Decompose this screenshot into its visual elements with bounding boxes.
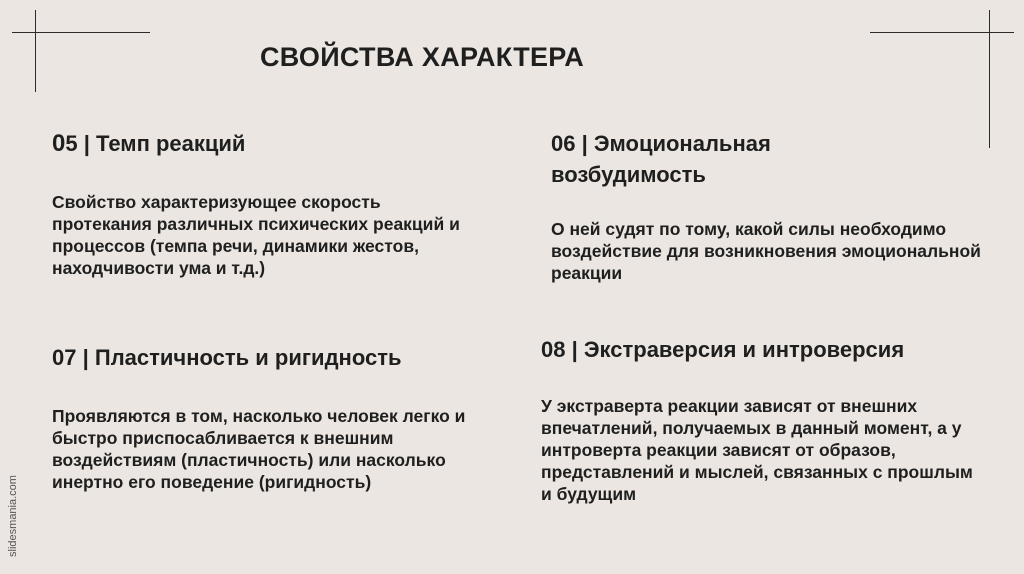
block-heading-text: Темп реакций <box>96 131 246 156</box>
block-description: У экстраверта реакции зависят от внешних впечатлений, получаемых в данный момент, а у интроверта реакции зависят от образов, представлений и мыслей, связанных с прошлым и будущим <box>541 396 973 504</box>
block-tempo <box>52 128 492 279</box>
watermark: slidesmania.com <box>7 475 19 557</box>
slide-title: СВОЙСТВА ХАРАКТЕРА <box>260 42 585 72</box>
block-separator: | <box>77 131 96 156</box>
block-number-rest: 5 <box>65 131 78 156</box>
block-number-first-digit: 0 <box>52 130 66 157</box>
block-description: О ней судят по тому, какой силы необходимо воздействие для возникновения эмоциональной реакции <box>551 219 981 283</box>
block-heading-text: Экстраверсия и интроверсия <box>583 337 905 362</box>
top-left-horizontal-line <box>12 32 150 33</box>
block-separator: | <box>565 337 584 362</box>
block-description: Проявляются в том, насколько человек легко и быстро приспосабливается к внешним воздействиям (пластичность) или насколько инертно его поведение (ригидность) <box>52 406 466 492</box>
block-heading-text: Пластичность и ригидность <box>94 345 402 370</box>
block-number: 06 <box>551 131 576 156</box>
block-plasticity-rigidity <box>52 342 502 493</box>
block-separator: | <box>76 345 95 370</box>
block-number: 08 <box>541 337 566 362</box>
block-extraversion-introversion <box>541 334 991 505</box>
block-separator: | <box>575 131 594 156</box>
block-heading <box>541 334 991 365</box>
block-heading <box>551 128 851 190</box>
top-left-vertical-line <box>35 10 36 92</box>
block-number: 07 <box>52 345 77 370</box>
block-heading <box>52 128 492 159</box>
top-right-horizontal-line <box>870 32 1014 33</box>
block-heading <box>52 342 502 373</box>
block-emotional-excitability <box>551 128 991 284</box>
block-description: Свойство характеризующее скорость протекания различных психических реакций и процессов (темпа речи, динамики жестов, находчивости ума и т.д.) <box>52 192 460 278</box>
block-heading-text: Эмоциональная возбудимость <box>551 131 771 187</box>
